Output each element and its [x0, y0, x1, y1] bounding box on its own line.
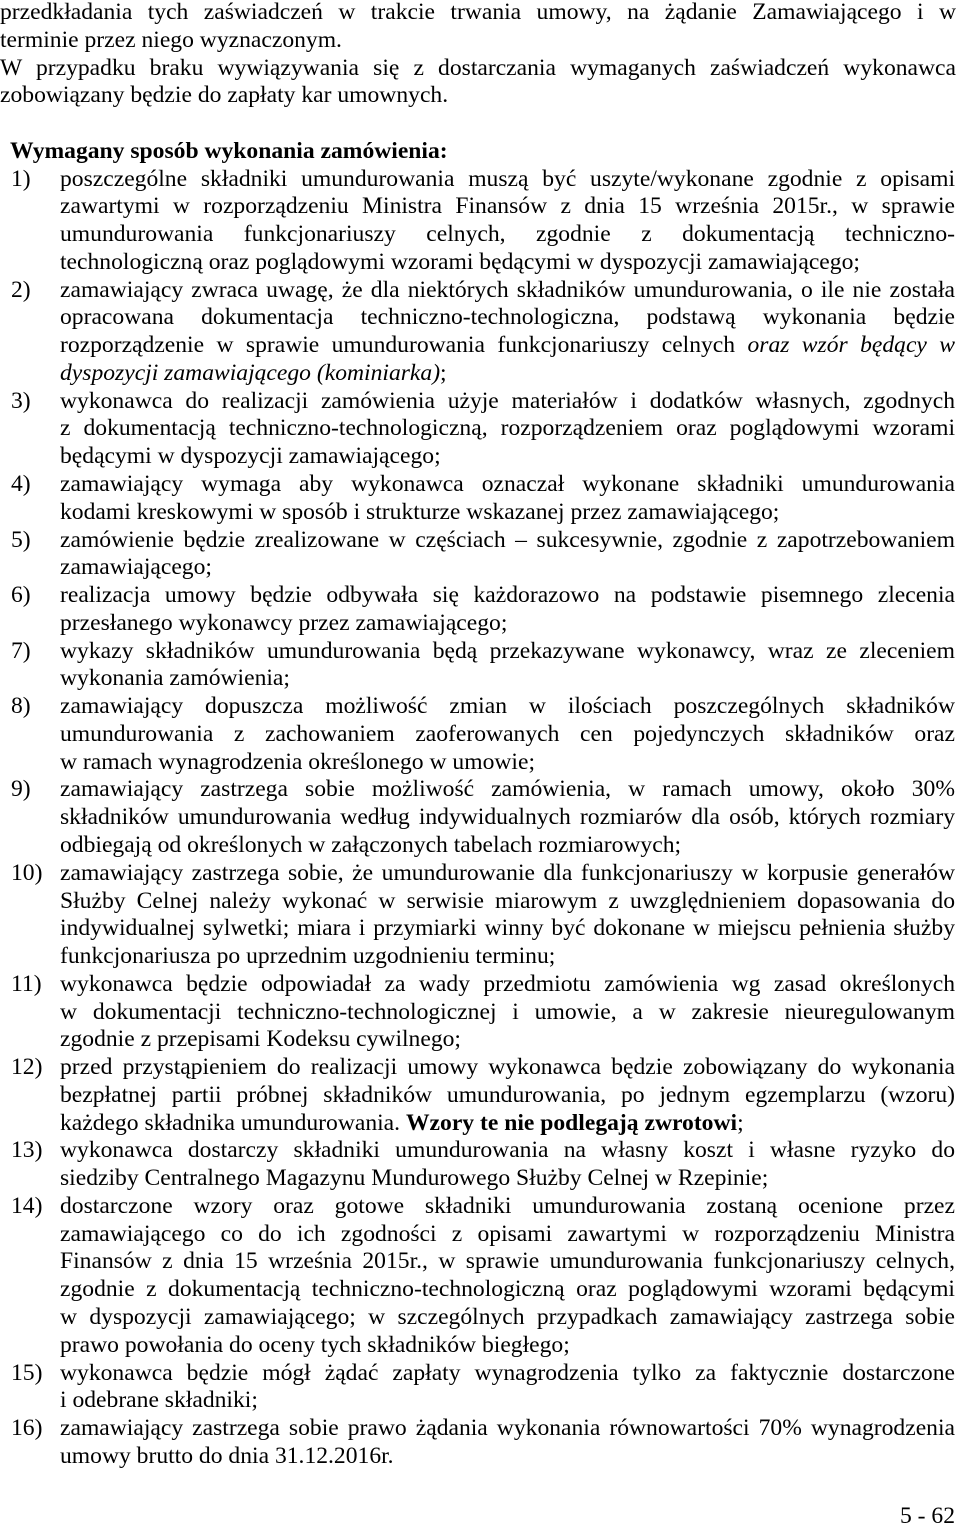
page-number: 5 - 62 [899, 1503, 955, 1529]
text-line [60, 1110, 955, 1138]
text-line [60, 915, 955, 943]
item-number: 5) [11, 526, 31, 553]
text-line [60, 193, 955, 221]
line-text: opracowana dokumentacja techniczno-technologiczna, podstawą wykonania będzie [60, 304, 955, 331]
text-line [60, 610, 955, 638]
item-text [60, 1415, 960, 1471]
list-item [0, 277, 960, 388]
line-text: zamawiający zastrzega sobie, że umundurowanie dla funkcjonariuszy w korpusie generałów [60, 859, 955, 886]
item-text [60, 277, 960, 388]
text-line [60, 749, 955, 777]
line-text: odbiegają od określonych w załączonych tabelach rozmiarowych; [60, 831, 682, 858]
text-line [0, 0, 956, 27]
item-text [60, 693, 960, 776]
line-text: wykonawca będzie odpowiadał za wady przedmiotu zamówienia wg zasad określonych [60, 970, 955, 997]
list-item [0, 582, 960, 638]
text-line [60, 360, 955, 388]
text-line [60, 1276, 955, 1304]
text-line [60, 665, 955, 693]
text-line [60, 1054, 955, 1082]
text-line [0, 55, 956, 83]
text-line [60, 304, 955, 332]
line-text: dostarczone wzory oraz gotowe składniki umundurowania zostaną ocenione przez [60, 1192, 955, 1219]
line-text: w dyspozycji zamawiającego; w szczególnych przypadkach zamawiający zastrzega sobie [60, 1303, 955, 1330]
text-segment: ; [440, 359, 447, 386]
text-line [60, 693, 955, 721]
requirements-list [0, 166, 960, 1471]
item-text [60, 1360, 960, 1416]
list-item [0, 1360, 960, 1416]
text-line [60, 888, 955, 916]
item-text [60, 388, 960, 471]
text-line [60, 776, 955, 804]
line-text: wykazy składników umundurowania będą przekazywane wykonawcy, wraz ze zleceniem [60, 637, 955, 664]
item-text [60, 1137, 960, 1193]
item-number: 13) [11, 1137, 43, 1164]
item-number: 16) [11, 1415, 43, 1442]
item-number: 6) [11, 582, 31, 609]
text-line [60, 499, 955, 527]
text-line [60, 443, 955, 471]
item-number: 4) [11, 471, 31, 498]
line-text: zamawiającego; [60, 554, 212, 581]
line-text: będącymi w dyspozycji zamawiającego; [60, 443, 441, 470]
line-text: Finansów z dnia 15 września 2015r., w sprawie umundurowania funkcjonariuszy celnych, [60, 1248, 955, 1275]
item-text [60, 582, 960, 638]
line-text: zamawiający wymaga aby wykonawca oznaczał wykonane składniki umundurowania [60, 471, 955, 498]
line-text: indywidualnej sylwetki; miara i przymiarki winny być dokonane w miejscu pełnienia służby [60, 915, 955, 942]
line-text: zgodnie z dokumentacją techniczno-technologiczną oraz poglądowymi wzorami będącymi [60, 1276, 955, 1303]
line-text: umundurowania funkcjonariuszy celnych, zgodnie z dokumentacją techniczno- [60, 221, 955, 248]
list-item [0, 471, 960, 527]
list-item [0, 776, 960, 859]
text-line [60, 1193, 955, 1221]
section-heading: Wymagany sposób wykonania zamówienia: [10, 137, 448, 164]
text-line [60, 1082, 955, 1110]
list-item [0, 638, 960, 694]
item-number: 7) [11, 637, 31, 664]
item-text [60, 527, 960, 583]
text-line [60, 721, 955, 749]
italic-text: oraz wzór będący w [747, 332, 956, 359]
line-text: terminie przez niego wyznaczonym. [0, 26, 342, 53]
text-line [60, 415, 955, 443]
line-text: w dokumentacji techniczno-technologicznej i umowie, a w zakresie nieuregulowanym [60, 998, 955, 1025]
line-text: przed przystąpieniem do realizacji umowy wykonawca będzie zobowiązany do wykonania [60, 1054, 955, 1081]
item-text [60, 971, 960, 1054]
item-number: 1) [11, 165, 31, 192]
line-text: zamawiający zastrzega sobie prawo żądania wykonania równowartości 70% wynagrodzenia [60, 1415, 955, 1442]
list-item [0, 1193, 960, 1360]
list-item [0, 1137, 960, 1193]
line-text [60, 360, 447, 386]
line-text: zawartymi w rozporządzeniu Ministra Finansów z dnia 15 września 2015r., w sprawie [60, 193, 955, 220]
text-line [60, 1415, 955, 1443]
text-line [60, 1332, 955, 1360]
line-text: wykonawca do realizacji zamówienia użyje materiałów i dodatków własnych, zgodnych [60, 387, 955, 414]
line-text [60, 1110, 744, 1136]
line-text: i odebrane składniki; [60, 1387, 258, 1414]
text-line [60, 1221, 955, 1249]
line-text: umowy brutto do dnia 31.12.2016r. [60, 1442, 394, 1469]
item-text [60, 471, 960, 527]
line-text: poszczególne składniki umundurowania muszą być uszyte/wykonane zgodnie z opisami [60, 165, 955, 192]
list-item [0, 971, 960, 1054]
item-text [60, 860, 960, 971]
line-text: umundurowania z zachowaniem zaoferowanych cen pojedynczych składników oraz [60, 720, 955, 747]
line-text: zamawiający dopuszcza możliwość zmian w ilościach poszczególnych składników [60, 693, 955, 720]
text-line [0, 82, 956, 110]
line-text: Służby Celnej należy wykonać w serwisie miarowym z uwzględnieniem dopasowania do [60, 887, 955, 914]
line-text: z dokumentacją techniczno-technologiczną, rozporządzeniem oraz poglądowymi wzorami [60, 415, 955, 442]
item-number: 12) [11, 1054, 43, 1081]
text-line [60, 249, 955, 277]
text-line [60, 1387, 955, 1415]
text-line [60, 971, 955, 999]
line-text: wykonania zamówienia; [60, 665, 290, 692]
list-item [0, 693, 960, 776]
line-text: zamówienie będzie zrealizowane w częściach – sukcesywnie, zgodnie z zapotrzebowaniem [60, 526, 955, 553]
text-line [60, 1137, 955, 1165]
text-line [60, 332, 955, 360]
text-line [60, 221, 955, 249]
line-text: bezpłatnej partii próbnej składników umundurowania, po jednym egzemplarzu (wzoru) [60, 1081, 955, 1108]
paragraph [0, 0, 960, 55]
text-line [60, 1248, 955, 1276]
text-line [60, 471, 955, 499]
text-line [60, 1360, 955, 1388]
item-number: 3) [11, 387, 31, 414]
text-line [60, 860, 955, 888]
line-text: wykonawca dostarczy składniki umundurowania na własny koszt i własne ryzyko do [60, 1137, 955, 1164]
line-text: siedziby Centralnego Magazynu Mundurowego Służby Celnej w Rzepinie; [60, 1165, 769, 1192]
line-text: kodami kreskowymi w sposób i strukturze wskazanej przez zamawiającego; [60, 498, 780, 525]
text-line [60, 804, 955, 832]
text-line [60, 527, 955, 555]
italic-text: dyspozycji zamawiającego (kominiarka) [60, 359, 441, 386]
list-item [0, 860, 960, 971]
item-number: 9) [11, 776, 31, 803]
line-text: realizacja umowy będzie odbywała się każdorazowo na podstawie pisemnego zlecenia [60, 582, 955, 609]
text-line [60, 999, 955, 1027]
item-text [60, 638, 960, 694]
list-item [0, 527, 960, 583]
text-line [60, 1165, 955, 1193]
line-text: funkcjonariusza po uprzednim uzgodnieniu terminu; [60, 943, 556, 970]
paragraph [0, 55, 960, 111]
item-number: 8) [11, 693, 31, 720]
item-number: 10) [11, 859, 43, 886]
intro-text [0, 0, 960, 110]
item-number: 14) [11, 1192, 43, 1219]
line-text: zamawiający zwraca uwagę, że dla niektórych składników umundurowania, o ile nie została [60, 276, 955, 303]
item-text [60, 776, 960, 859]
line-text [60, 332, 955, 358]
line-text: zamawiający zastrzega sobie możliwość zamówienia, w ramach umowy, około 30% [60, 776, 955, 803]
text-line [60, 277, 955, 305]
item-number: 15) [11, 1359, 43, 1386]
list-item [0, 1415, 960, 1471]
text-segment: każdego składnika umundurowania. [60, 1109, 406, 1136]
text-line [60, 1443, 955, 1471]
text-line [60, 1304, 955, 1332]
list-item [0, 388, 960, 471]
text-segment: ; [737, 1109, 744, 1136]
bold-text: Wzory te nie podlegają zwrotowi [405, 1109, 738, 1136]
text-line [60, 582, 955, 610]
line-text: w ramach wynagrodzenia określonego w umowie; [60, 748, 535, 775]
text-line [0, 27, 956, 55]
text-line [60, 638, 955, 666]
text-line [60, 166, 955, 194]
line-text: składników umundurowania według indywidualnych rozmiarów dla osób, których rozmiary [60, 804, 955, 831]
text-line [60, 943, 955, 971]
line-text: zobowiązany będzie do zapłaty kar umownych. [0, 82, 449, 109]
line-text: W przypadku braku wywiązywania się z dostarczania wymaganych zaświadczeń wykonawca [0, 54, 956, 81]
line-text: technologiczną oraz poglądowymi wzorami będącymi w dyspozycji zamawiającego; [60, 248, 860, 275]
line-text: przedkładania tych zaświadczeń w trakcie trwania umowy, na żądanie Zamawiającego i w [0, 0, 956, 25]
text-line [60, 554, 955, 582]
item-text [60, 1054, 960, 1137]
list-item [0, 166, 960, 277]
line-text: zamawiającego co do ich zgodności z opisami zawartymi w rozporządzeniu Ministra [60, 1220, 955, 1247]
item-text [60, 1193, 960, 1360]
text-line [60, 1026, 955, 1054]
line-text: przesłanego wykonawcy przez zamawiającego; [60, 609, 508, 636]
item-number: 2) [11, 276, 31, 303]
item-number: 11) [11, 970, 42, 997]
line-text: prawo powołania do oceny tych składników biegłego; [60, 1331, 570, 1358]
text-segment: rozporządzenie w sprawie umundurowania funkcjonariuszy celnych [60, 332, 748, 359]
text-line [60, 832, 955, 860]
line-text: zgodnie z przepisami Kodeksu cywilnego; [60, 1026, 461, 1053]
item-text [60, 166, 960, 277]
line-text: wykonawca będzie mógł żądać zapłaty wynagrodzenia tylko za faktycznie dostarczone [60, 1359, 955, 1386]
list-item [0, 1054, 960, 1137]
text-line [60, 388, 955, 416]
